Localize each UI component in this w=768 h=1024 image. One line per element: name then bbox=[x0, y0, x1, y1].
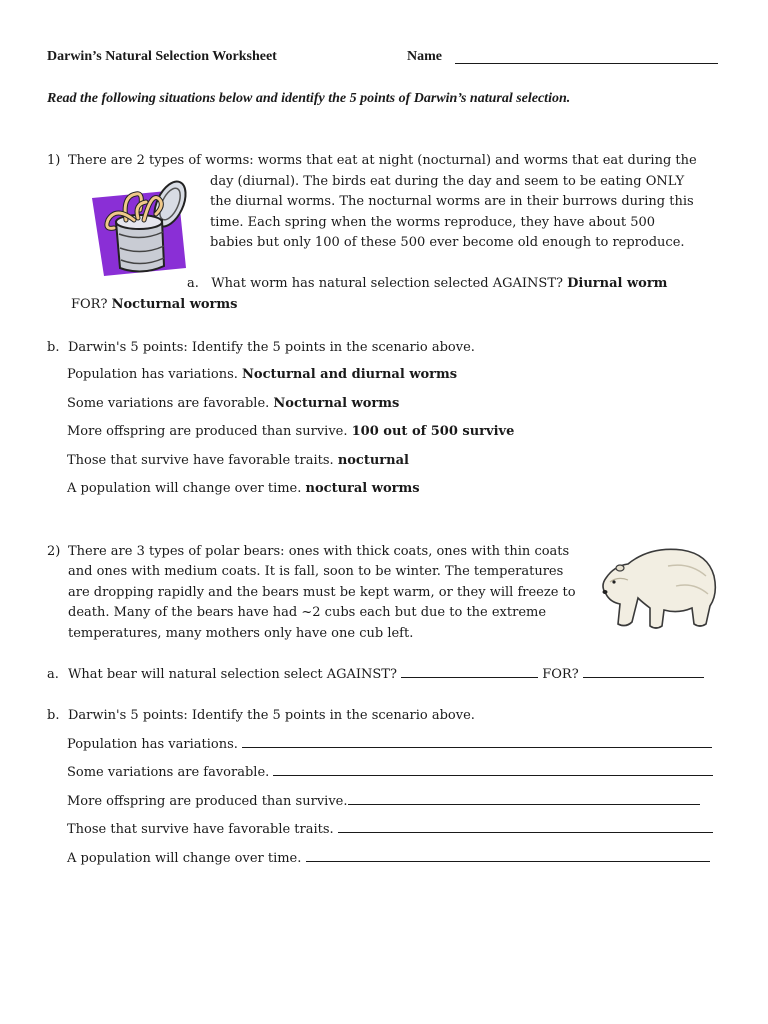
point-label: More offspring are produced than survive. bbox=[67, 424, 348, 439]
point-label: A population will change over time. bbox=[67, 851, 302, 866]
q1-text-line: day (diurnal). The birds eat during the day and seem to be eating ONLY bbox=[210, 174, 685, 189]
point-label: Some variations are favorable. bbox=[67, 765, 270, 780]
point-answer: noctural worms bbox=[305, 481, 420, 496]
point-answer: nocturnal bbox=[337, 453, 409, 468]
q1-a-marker: a. bbox=[187, 276, 199, 291]
q2-point-row bbox=[67, 820, 713, 841]
q1-point-row bbox=[67, 365, 457, 386]
polar-bear-icon bbox=[598, 542, 718, 632]
name-label: Name bbox=[407, 49, 442, 64]
q1-a-for-answer: Nocturnal worms bbox=[111, 297, 238, 312]
q2-number: 2) bbox=[47, 544, 61, 559]
point-label: Some variations are favorable. bbox=[67, 396, 270, 411]
q1-part-a-for bbox=[71, 295, 237, 316]
q1-text-line: time. Each spring when the worms reproduce, they have about 500 bbox=[210, 215, 656, 230]
point-answer: Nocturnal worms bbox=[273, 396, 400, 411]
point-answer-line[interactable] bbox=[242, 735, 712, 748]
q2-for-answer-line[interactable] bbox=[583, 665, 704, 678]
q1-part-a bbox=[187, 274, 667, 295]
q2-text-line: There are 3 types of polar bears: ones with thick coats, ones with thin coats bbox=[68, 544, 570, 559]
point-answer: 100 out of 500 survive bbox=[351, 424, 515, 439]
q2-point-row bbox=[67, 792, 700, 813]
q2-text-line: death. Many of the bears have had ~2 cubs each but due to the extreme bbox=[68, 605, 547, 620]
q2-a-marker: a. bbox=[47, 667, 59, 682]
q1-b-marker: b. bbox=[47, 340, 60, 355]
q2-text-line: are dropping rapidly and the bears must be kept warm, or they will freeze to bbox=[68, 585, 576, 600]
point-label: Those that survive have favorable traits. bbox=[67, 453, 334, 468]
point-answer-line[interactable] bbox=[338, 820, 713, 833]
point-label: Those that survive have favorable traits. bbox=[67, 822, 334, 837]
q1-text-line: babies but only 100 of these 500 ever become old enough to reproduce. bbox=[210, 235, 685, 250]
q1-b-question: Darwin's 5 points: Identify the 5 points in the scenario above. bbox=[68, 340, 475, 355]
point-label: A population will change over time. bbox=[67, 481, 302, 496]
q2-a-for-label: FOR? bbox=[542, 667, 579, 682]
q1-text-line: the diurnal worms. The nocturnal worms are in their burrows during this bbox=[210, 194, 694, 209]
q2-a-question: What bear will natural selection select AGAINST? bbox=[68, 667, 397, 682]
name-field-line[interactable] bbox=[455, 63, 718, 64]
point-answer-line[interactable] bbox=[306, 849, 710, 862]
point-label: Population has variations. bbox=[67, 737, 238, 752]
q1-a-for-label: FOR? bbox=[71, 297, 108, 312]
worm-can-icon bbox=[86, 176, 190, 278]
q2-text-line: and ones with medium coats. It is fall, soon to be winter. The temperatures bbox=[68, 564, 564, 579]
q2-point-row bbox=[67, 849, 710, 870]
q2-text-line: temperatures, many mothers only have one cub left. bbox=[68, 626, 414, 641]
point-answer-line[interactable] bbox=[273, 763, 713, 776]
point-label: More offspring are produced than survive. bbox=[67, 794, 348, 809]
q2-part-a bbox=[68, 665, 704, 686]
instructions: Read the following situations below and identify the 5 points of Darwin’s natural selection. bbox=[47, 91, 571, 106]
q1-point-row bbox=[67, 479, 420, 500]
point-label: Population has variations. bbox=[67, 367, 238, 382]
q1-point-row bbox=[67, 451, 409, 472]
q2-point-row bbox=[67, 735, 712, 756]
q1-number: 1) bbox=[47, 153, 61, 168]
q1-point-row bbox=[67, 394, 399, 415]
q2-b-question: Darwin's 5 points: Identify the 5 points in the scenario above. bbox=[68, 708, 475, 723]
q2-point-row bbox=[67, 763, 713, 784]
point-answer-line[interactable] bbox=[348, 792, 700, 805]
q1-a-against-answer: Diurnal worm bbox=[567, 276, 668, 291]
q1-a-question: What worm has natural selection selected AGAINST? bbox=[211, 276, 563, 291]
worksheet-title: Darwin’s Natural Selection Worksheet bbox=[47, 49, 277, 64]
point-answer: Nocturnal and diurnal worms bbox=[242, 367, 458, 382]
q1-text-line: There are 2 types of worms: worms that eat at night (nocturnal) and worms that eat during the bbox=[68, 153, 697, 168]
q2-b-marker: b. bbox=[47, 708, 60, 723]
q2-against-answer-line[interactable] bbox=[401, 665, 538, 678]
q1-point-row bbox=[67, 422, 514, 443]
